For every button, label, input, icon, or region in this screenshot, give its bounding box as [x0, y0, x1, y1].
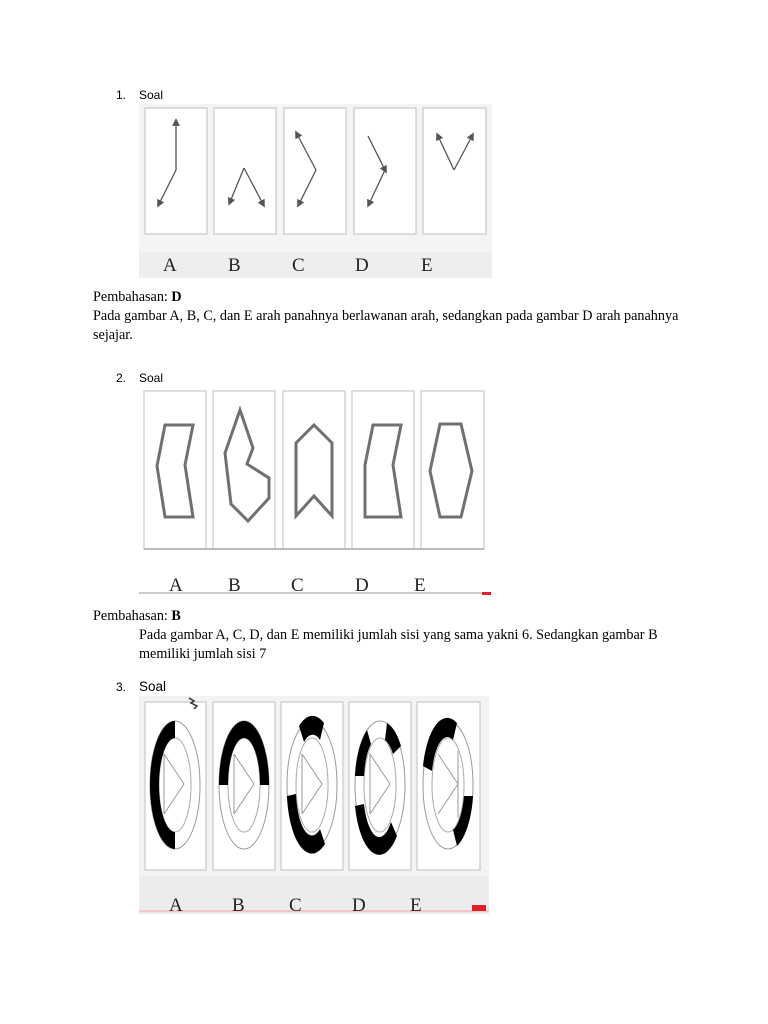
option-label-b: B: [228, 255, 241, 276]
question-2-figure: [139, 388, 491, 596]
option-label-c: C: [292, 255, 305, 276]
option-label-c: C: [289, 895, 302, 914]
question-1-figure: [139, 104, 492, 278]
option-label-d: D: [352, 895, 366, 914]
option-label-a: A: [169, 575, 183, 596]
question-number: 3.: [116, 680, 127, 694]
option-label-d: D: [355, 575, 369, 596]
question-label: Soal: [139, 679, 167, 694]
answer-line-2: [93, 607, 693, 626]
explanation-1: Pada gambar A, B, C, dan E arah panahnya berlawanan arah, sedangkan pada gambar D arah panahnya sejajar.: [93, 308, 679, 343]
question-label: Soal: [139, 371, 164, 385]
option-label-d: D: [355, 255, 369, 276]
option-label-b: B: [228, 575, 241, 596]
option-cell-a: [144, 391, 206, 549]
question-number: 2.: [116, 371, 127, 385]
answer-letter: D: [171, 289, 182, 305]
option-cell-b: [213, 391, 275, 549]
option-label-b: B: [232, 895, 245, 914]
explanation-label: Pembahasan:: [93, 289, 168, 305]
option-cell-c: [283, 391, 345, 549]
option-label-a: A: [169, 895, 183, 914]
option-label-c: C: [291, 575, 304, 596]
explanation-label: Pembahasan:: [93, 608, 168, 624]
question-number: 1.: [116, 88, 127, 102]
answer-letter: B: [171, 608, 181, 624]
explanation-2: Pada gambar A, C, D, dan E memiliki jumlah sisi yang sama yakni 6. Sedangkan gambar B memiliki jumlah sisi 7: [139, 627, 658, 662]
option-cell-e: [423, 108, 486, 234]
answer-line-1: [93, 288, 693, 307]
option-label-a: A: [163, 255, 177, 276]
option-label-e: E: [410, 895, 422, 914]
option-label-e: E: [414, 575, 426, 596]
question-3-figure: [139, 696, 489, 914]
option-label-e: E: [421, 255, 433, 276]
option-cell-d: [352, 391, 414, 549]
question-label: Soal: [139, 88, 164, 102]
